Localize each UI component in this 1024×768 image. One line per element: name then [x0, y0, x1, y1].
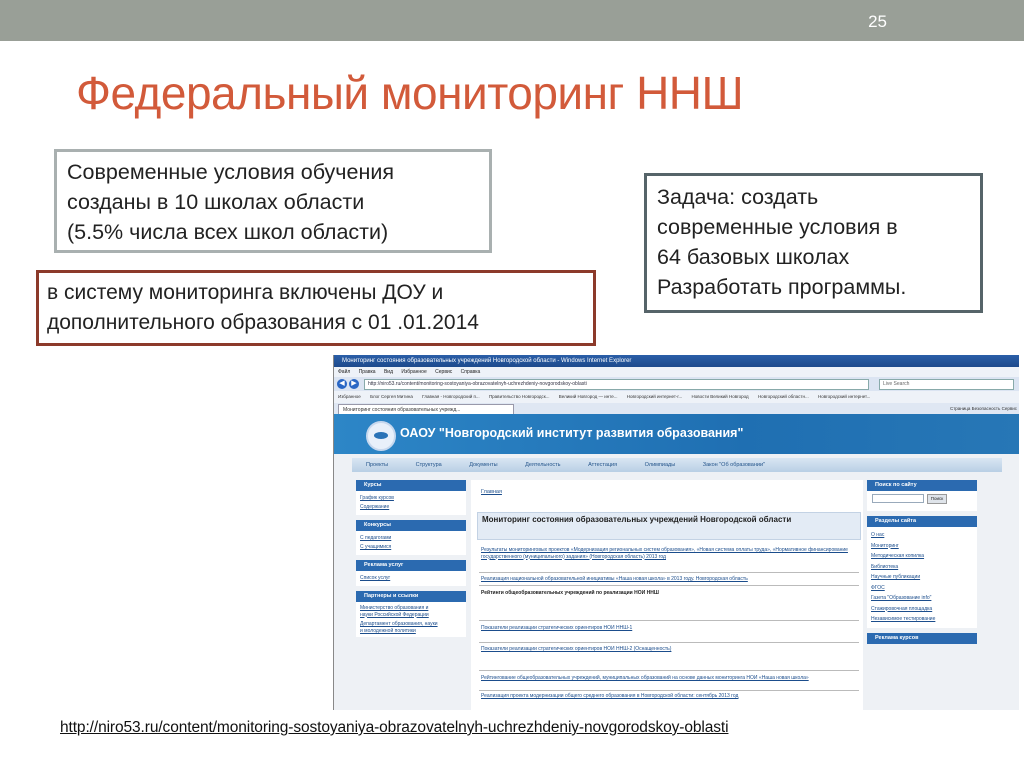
favorite-link[interactable]: Блог Сергея Митина: [370, 394, 413, 399]
section-link[interactable]: Мониторинг: [871, 542, 899, 549]
text-line: (5.5% числа всех школ области): [67, 220, 389, 244]
favorite-link[interactable]: Главная - Новгородский п...: [422, 394, 480, 399]
panel-body: [356, 602, 466, 637]
content-link[interactable]: [481, 646, 851, 653]
site-search-box: [867, 491, 977, 511]
panel-body: [867, 527, 977, 628]
panel-link[interactable]: С педагогами: [360, 535, 392, 541]
slide-top-bar: [0, 0, 1024, 41]
course-ads-panel: [867, 633, 977, 644]
section-link[interactable]: Независимое тестирование: [871, 616, 936, 622]
section-link[interactable]: Библиотека: [871, 563, 899, 570]
text-line: в систему мониторинга включены ДОУ и: [47, 281, 444, 304]
panel-title: Конкурсы: [356, 520, 466, 531]
content-link-text[interactable]: Реализация национальной образовательной инициативы «Наша новая школа» в 2013 году. Новгородская область: [481, 576, 748, 582]
divider: [479, 620, 859, 621]
divider: [479, 670, 859, 671]
divider: [479, 642, 859, 643]
section-link[interactable]: ФГОС: [871, 584, 885, 591]
panel-link[interactable]: Министерство образования и: [360, 605, 429, 611]
content-heading: Мониторинг состояния образовательных учреждений Новгородской области: [477, 512, 861, 540]
main-content: [471, 480, 863, 710]
tab-strip: [334, 403, 1019, 414]
menu-item[interactable]: Справка: [460, 369, 481, 375]
panel-link[interactable]: Список услуг: [360, 575, 391, 581]
divider: [479, 572, 859, 573]
nav-item[interactable]: Деятельность: [525, 462, 561, 468]
favorite-link[interactable]: Новости Великий Новгород: [691, 394, 749, 399]
partners-panel: [356, 591, 466, 637]
panel-title: Разделы сайта: [867, 516, 977, 527]
favorite-link[interactable]: Новгородский интернет...: [817, 394, 871, 399]
slide-title: Федеральный мониторинг ННШ: [76, 67, 744, 119]
command-bar[interactable]: Страница Безопасность Сервис: [949, 406, 1017, 411]
nav-item[interactable]: Структура: [415, 462, 442, 468]
favorites-bar: [334, 391, 1019, 403]
content-subheading: Рейтинги общеобразовательных учреждений по реализации НОИ ННШ: [481, 590, 659, 596]
text-line: дополнительного образования с 01 .01.2014: [47, 311, 479, 334]
content-link[interactable]: [481, 693, 851, 700]
text-box-conditions: [54, 149, 492, 253]
back-icon[interactable]: ◀: [337, 379, 347, 389]
content-link[interactable]: [481, 625, 851, 632]
forward-icon[interactable]: ▶: [349, 379, 359, 389]
panel-body: [356, 491, 466, 515]
panel-link[interactable]: науки Российской Федерации: [360, 611, 429, 618]
nav-item[interactable]: Проекты: [366, 462, 389, 468]
nav-item[interactable]: Аттестация: [588, 462, 618, 468]
slide-number: 25: [868, 12, 887, 31]
favorite-link[interactable]: Новгородский областн...: [757, 394, 809, 399]
panel-title: Реклама курсов: [867, 633, 977, 644]
panel-title: Курсы: [356, 480, 466, 491]
services-panel: [356, 560, 466, 586]
panel-body: [356, 531, 466, 555]
nav-item[interactable]: Закон "Об образовании": [702, 462, 765, 468]
address-field[interactable]: http://niro53.ru/content/monitoring-sostoyaniya-obrazovatelnyh-uchrezhdeniy-novgorodskoy-oblasti: [364, 379, 869, 390]
text-box-task: [644, 173, 983, 313]
site-search-input[interactable]: [872, 494, 924, 503]
panel-link[interactable]: и молодежной политики: [360, 627, 416, 634]
site-header: [334, 414, 1019, 454]
panel-body: [356, 571, 466, 586]
window-title: Мониторинг состояния образовательных учреждений Новгородской области - Windows Internet Explorer: [334, 355, 1019, 367]
breadcrumb[interactable]: Главная: [481, 489, 502, 495]
favorite-link[interactable]: Избранное: [338, 394, 361, 399]
site-search-panel: [867, 480, 977, 511]
address-toolbar: [334, 377, 1019, 391]
content-link-text[interactable]: Показатели реализации стратегических ориентиров НОИ ННШ-2 (Оснащенность): [481, 646, 672, 652]
text-line: Задача: создать: [657, 185, 819, 209]
section-link[interactable]: Стажировочная площадка: [871, 605, 933, 612]
browser-screenshot: [333, 355, 1019, 710]
source-url-link[interactable]: http://niro53.ru/content/monitoring-sostoyaniya-obrazovatelnyh-uchrezhdeniy-novgorodskoy-oblasti: [60, 719, 729, 736]
content-link[interactable]: [481, 576, 851, 583]
menu-item[interactable]: Файл: [338, 369, 351, 375]
content-link[interactable]: [481, 675, 851, 682]
content-link-text[interactable]: Показатели реализации стратегических ориентиров НОИ ННШ-1: [481, 625, 633, 631]
favorite-link[interactable]: Правительство Новгородск...: [488, 394, 550, 399]
site-search-button[interactable]: Поиск: [927, 494, 947, 504]
site-title: ОАОУ "Новгородский институт развития образования": [400, 426, 744, 440]
right-sidebar: [867, 480, 977, 649]
site-sections-panel: [867, 516, 977, 628]
browser-tab[interactable]: Мониторинг состояния образовательных учрежд...: [338, 404, 514, 416]
text-line: современные условия в: [657, 215, 898, 239]
content-link-text[interactable]: Рейтингование общеобразовательных учреждений, муниципальных образований на основе данных мониторинга НОИ «Наша новая школа»: [481, 675, 809, 681]
search-input[interactable]: Live Search: [879, 379, 1014, 390]
favorite-link[interactable]: Великий Новгород — инте...: [558, 394, 618, 399]
panel-link[interactable]: С учащимися: [360, 544, 392, 550]
section-link[interactable]: Методическая копилка: [871, 553, 925, 559]
panel-link[interactable]: Содержание: [360, 504, 390, 510]
favorite-link[interactable]: Новгородский интернет-г...: [626, 394, 683, 399]
contests-panel: [356, 520, 466, 555]
content-link[interactable]: [481, 547, 851, 560]
divider: [479, 690, 859, 691]
section-link[interactable]: О нас: [871, 532, 885, 538]
text-line: 64 базовых школах: [657, 245, 850, 269]
panel-title: Реклама услуг: [356, 560, 466, 571]
menu-item[interactable]: Вид: [383, 369, 394, 375]
institute-logo: [366, 421, 396, 451]
section-link[interactable]: Научные публикации: [871, 574, 921, 580]
left-sidebar: [356, 480, 466, 642]
courses-panel: [356, 480, 466, 515]
panel-link[interactable]: Департамент образования, науки: [360, 621, 438, 627]
nav-item[interactable]: Олимпиады: [644, 462, 676, 468]
text-box-monitoring: [36, 270, 596, 346]
divider: [479, 585, 859, 586]
web-page: [334, 414, 1019, 710]
content-link-text[interactable]: Реализация проекта модернизации общего среднего образования в Новгородской области: сентябрь 2013 год: [481, 693, 739, 699]
text-line: созданы в 10 школах области: [67, 190, 365, 214]
section-link[interactable]: Газета "Образование info": [871, 595, 932, 601]
panel-link[interactable]: График курсов: [360, 495, 394, 501]
menu-item[interactable]: Избранное: [401, 369, 427, 375]
panel-title: Поиск по сайту: [867, 480, 977, 491]
text-line: Современные условия обучения: [67, 160, 394, 184]
menu-item[interactable]: Правка: [358, 369, 376, 375]
panel-title: Партнеры и ссылки: [356, 591, 466, 602]
content-link-text[interactable]: Результаты мониторинговых проектов «Модернизация региональных систем образования», «Новая система оплаты труда», «Нормативное финансирование государственного (муниципального) задания» (Новгородская область) 2013 год: [481, 547, 848, 560]
text-line: Разработать программы.: [657, 275, 907, 299]
menu-item[interactable]: Сервис: [435, 369, 453, 375]
nav-item[interactable]: Документы: [469, 462, 498, 468]
menu-bar: [334, 367, 1019, 377]
site-nav: [352, 458, 1002, 472]
